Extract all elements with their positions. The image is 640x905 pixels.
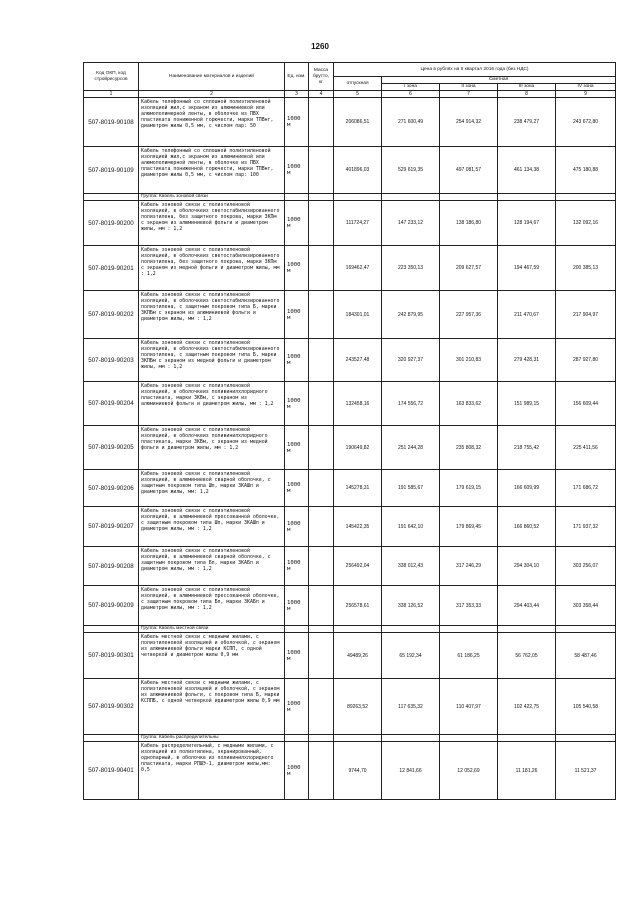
table-row: [84, 586, 616, 626]
zone-1-price: 251 244,28: [382, 426, 440, 470]
empty-cell: [334, 735, 382, 742]
mass-cell: [309, 547, 334, 586]
empty-cell: [309, 194, 334, 201]
zone-4-price: 475 180,88: [556, 147, 616, 194]
product-code: 507-8019-90207: [84, 507, 139, 547]
table-row: [84, 742, 616, 800]
column-number: 8: [498, 91, 556, 98]
zone-1-price: 529 619,35: [382, 147, 440, 194]
product-name: Кабель зоновой связи с полиэтиленовой изоляцией, в оболочкеиз поливинилхлоридного пластиката, марки ЗКВм, с экраном из медной фольги и диаметром жилы, мм : 1,2: [139, 426, 285, 470]
zone-1-price: 117 635,32: [382, 679, 440, 735]
zone-2-price: 317 353,33: [440, 586, 498, 626]
sale-price: 256578,61: [334, 586, 382, 626]
mass-cell: [309, 507, 334, 547]
zone-2-price: 209 627,57: [440, 246, 498, 291]
product-code: 507-8019-90205: [84, 426, 139, 470]
price-table: [83, 62, 616, 800]
product-code: 507-8019-90401: [84, 742, 139, 800]
sale-price: 132458,16: [334, 382, 382, 426]
zone-3-price: 238 479,27: [498, 98, 556, 147]
column-number: 2: [139, 91, 285, 98]
mass-cell: [309, 633, 334, 679]
zone-1-price: 191 642,10: [382, 507, 440, 547]
product-code: 507-8019-90203: [84, 339, 139, 382]
zone-4-price: 217 904,97: [556, 291, 616, 339]
empty-cell: [556, 626, 616, 633]
zone-2-price: 12 052,69: [440, 742, 498, 800]
empty-cell: [498, 194, 556, 201]
group-row: [84, 735, 616, 742]
product-code: 507-8019-90201: [84, 246, 139, 291]
zone-1-price: 223 350,13: [382, 246, 440, 291]
zone-2-price: 497 081,57: [440, 147, 498, 194]
table-row: [84, 201, 616, 246]
empty-cell: [285, 626, 309, 633]
product-name: Кабель зоновой связи с полиэтиленовой изоляцией, в алюминиевой прессованной оболочке, с защитным покровом типа Шп, марки ЗКАШп и диаметром жилы, мм : 1,2: [139, 507, 285, 547]
header-mass: Масса брутто, кг: [309, 63, 334, 91]
empty-cell: [440, 194, 498, 201]
zone-3-price: 211 470,67: [498, 291, 556, 339]
zone-2-price: 227 957,36: [440, 291, 498, 339]
product-code: 507-8019-90109: [84, 147, 139, 194]
unit-cell: 1000 м: [285, 339, 309, 382]
empty-cell: [556, 194, 616, 201]
sale-price: 190649,82: [334, 426, 382, 470]
product-name: Кабель зоновой связи с полиэтиленовой изоляцией, в оболочкеиз светостабилизированного полиэтилена, с защитным покровом типа Б, марки ЗКПБм с экраном из алюминиевой фольги и диаметром жилы, мм : 1,2: [139, 291, 285, 339]
sale-price: 169462,47: [334, 246, 382, 291]
zone-1-price: 242 879,95: [382, 291, 440, 339]
mass-cell: [309, 98, 334, 147]
zone-4-price: 200 385,13: [556, 246, 616, 291]
group-row: [84, 626, 616, 633]
mass-cell: [309, 586, 334, 626]
header-name: Наименование материалов и изделий: [139, 63, 285, 91]
product-code: 507-8019-90206: [84, 470, 139, 507]
zone-4-price: 303 358,44: [556, 586, 616, 626]
product-name: Кабель телефонный со сплошной полиэтиленовой изоляцией жил,с экраном из алюминиевой или алюмополимерной ленты, в оболочке из ПВХ пластиката пониженной горючести, марки ТПВнг, диаметром жилы 0,5 мм, с числом пар: 100: [139, 147, 285, 194]
column-number-row: [84, 91, 616, 98]
sale-price: 145278,31: [334, 470, 382, 507]
table-row: [84, 382, 616, 426]
empty-cell: [498, 735, 556, 742]
product-code: 507-8019-90301: [84, 633, 139, 679]
column-number: 3: [285, 91, 309, 98]
column-number: 6: [382, 91, 440, 98]
sale-price: 206086,51: [334, 98, 382, 147]
product-code: 507-8019-90204: [84, 382, 139, 426]
zone-3-price: 56 762,05: [498, 633, 556, 679]
header-estimate: Сметная: [382, 77, 616, 84]
zone-4-price: 287 927,80: [556, 339, 616, 382]
unit-cell: 1000 м: [285, 547, 309, 586]
group-code-cell: [84, 626, 139, 633]
zone-2-price: 110 407,97: [440, 679, 498, 735]
zone-3-price: 279 428,31: [498, 339, 556, 382]
unit-cell: 1000 м: [285, 586, 309, 626]
empty-cell: [382, 194, 440, 201]
header-sale: отпускная: [334, 77, 382, 91]
zone-4-price: 171 937,32: [556, 507, 616, 547]
product-name: Кабель зоновой связи с полиэтиленовой изоляцией, в оболочкеиз светостабилизированного полиэтилена, с защитным покровом типа Б, марки ЗКПБм с экраном из медной фольги и диаметром жилы, мм : 1,2: [139, 339, 285, 382]
zone-2-price: 138 186,80: [440, 201, 498, 246]
unit-cell: 1000 м: [285, 633, 309, 679]
zone-3-price: 151 989,15: [498, 382, 556, 426]
unit-cell: 1000 м: [285, 201, 309, 246]
zone-4-price: 243 672,80: [556, 98, 616, 147]
mass-cell: [309, 339, 334, 382]
mass-cell: [309, 382, 334, 426]
page-number: 1260: [311, 42, 329, 51]
header-zone-3: III зона: [498, 84, 556, 91]
sale-price: 243527,48: [334, 339, 382, 382]
product-code: 507-8019-90200: [84, 201, 139, 246]
column-number: 9: [556, 91, 616, 98]
mass-cell: [309, 742, 334, 800]
zone-1-price: 12 841,66: [382, 742, 440, 800]
zone-3-price: 461 134,38: [498, 147, 556, 194]
product-code: 507-8019-90302: [84, 679, 139, 735]
sale-price: 49489,26: [334, 633, 382, 679]
table-row: [84, 339, 616, 382]
unit-cell: 1000 м: [285, 742, 309, 800]
product-name: Кабель зоновой связи с полиэтиленовой изоляцией, в оболочкеиз поливинилхлоридного пластиката, марки ЗКВм, с экраном из алюминиевой фольги и диаметром жилы, мм : 1,2: [139, 382, 285, 426]
empty-cell: [382, 735, 440, 742]
zone-1-price: 271 600,49: [382, 98, 440, 147]
zone-3-price: 166 860,52: [498, 507, 556, 547]
zone-2-price: 61 186,25: [440, 633, 498, 679]
mass-cell: [309, 679, 334, 735]
sale-price: 9744,70: [334, 742, 382, 800]
header-code: Код ОКП, код стройресурсов: [84, 63, 139, 91]
table-row: [84, 246, 616, 291]
sale-price: 111724,27: [334, 201, 382, 246]
table-row: [84, 470, 616, 507]
sale-price: 89263,52: [334, 679, 382, 735]
header-price-title: Цена в рублях на II квартал 2016 года (без НДС): [334, 63, 616, 77]
zone-4-price: 171 686,72: [556, 470, 616, 507]
group-code-cell: [84, 735, 139, 742]
unit-cell: 1000 м: [285, 679, 309, 735]
product-name: Кабель распределительный, с медными жилами, с изоляцией из полиэтилена, экранированный, однопарный, в оболочке из поливинилхлоридного пластиката, марки РПШЭ-1, диаметром жилы,мм: 0,5: [139, 742, 285, 800]
zone-1-price: 320 927,37: [382, 339, 440, 382]
unit-cell: 1000 м: [285, 246, 309, 291]
table-row: [84, 98, 616, 147]
zone-2-price: 179 869,45: [440, 507, 498, 547]
product-name: Кабель зоновой связи с полиэтиленовой изоляцией, в алюминиевой прессованной оболочке, с защитным покровом типа Бп, марки ЗКАБп и диаметром жилы, мм : 1,2: [139, 586, 285, 626]
product-name: Кабель зоновой связи с полиэтиленовой изоляцией, в оболочкеиз светостабилизированного полиэтилена, без защитного покрова, марки ЗКПм с экраном из алюминиевой фольги и диаметром жилы, мм : 1,2: [139, 201, 285, 246]
unit-cell: 1000 м: [285, 147, 309, 194]
product-name: Кабель местной связи с медными жилами, с полиэтиленовой изоляцией и оболочкой, с экраном из алюминиевой фольги, с покровом типа Б, марки КСППБ, с одной четверкой идиаметром жилы 0,9 мм: [139, 679, 285, 735]
zone-1-price: 174 556,72: [382, 382, 440, 426]
product-code: 507-8019-90208: [84, 547, 139, 586]
zone-3-price: 194 467,59: [498, 246, 556, 291]
group-code-cell: [84, 194, 139, 201]
empty-cell: [285, 194, 309, 201]
header-zone-1: I зона: [382, 84, 440, 91]
header-zone-4: IV зона: [556, 84, 616, 91]
mass-cell: [309, 201, 334, 246]
zone-1-price: 191 585,67: [382, 470, 440, 507]
product-code: 507-8019-90108: [84, 98, 139, 147]
empty-cell: [382, 626, 440, 633]
table-row: [84, 507, 616, 547]
zone-4-price: 303 256,07: [556, 547, 616, 586]
unit-cell: 1000 м: [285, 426, 309, 470]
empty-cell: [498, 626, 556, 633]
mass-cell: [309, 470, 334, 507]
empty-cell: [309, 735, 334, 742]
table-row: [84, 147, 616, 194]
table-row: [84, 679, 616, 735]
zone-3-price: 166 609,99: [498, 470, 556, 507]
product-name: Кабель местной связи с медными жилами, с полиэтиленовой изоляцией и оболочкой, с экраном из алюминиевой фольги марки КСПП, с одной четверкой и диаметром жилы 0,9 мм: [139, 633, 285, 679]
product-code: 507-8019-90209: [84, 586, 139, 626]
header-unit: Ед. изм.: [285, 63, 309, 91]
zone-1-price: 65 192,34: [382, 633, 440, 679]
group-title: Группа: Кабель зоновой связи: [139, 194, 285, 201]
zone-4-price: 132 092,16: [556, 201, 616, 246]
zone-4-price: 225 411,56: [556, 426, 616, 470]
product-name: Кабель зоновой связи с полиэтиленовой изоляцией, в алюминиевой сварной оболочке, с защитным покровом типа Бп, марки ЗКАБп и диаметром жилы, мм : 1,2: [139, 547, 285, 586]
table-row: [84, 547, 616, 586]
unit-cell: 1000 м: [285, 507, 309, 547]
zone-4-price: 58 487,46: [556, 633, 616, 679]
mass-cell: [309, 426, 334, 470]
column-number: 1: [84, 91, 139, 98]
mass-cell: [309, 147, 334, 194]
zone-3-price: 11 181,26: [498, 742, 556, 800]
zone-3-price: 294 304,10: [498, 547, 556, 586]
zone-2-price: 301 210,83: [440, 339, 498, 382]
group-title: Группа: Кабель местной связи: [139, 626, 285, 633]
zone-1-price: 147 233,12: [382, 201, 440, 246]
column-number: 5: [334, 91, 382, 98]
table-row: [84, 426, 616, 470]
product-name: Кабель телефонный со сплошной полиэтиленовой изоляцией жил,с экраном из алюминиевой или алюмополимерной ленты, в оболочке из ПВХ пластиката пониженной горючести, марки ТПВнг, диаметром жилы 0,5 мм, с числом пар: 50: [139, 98, 285, 147]
group-title: Группа: Кабель распределительны: [139, 735, 285, 742]
empty-cell: [334, 626, 382, 633]
group-row: [84, 194, 616, 201]
zone-4-price: 11 521,37: [556, 742, 616, 800]
zone-3-price: 128 194,67: [498, 201, 556, 246]
empty-cell: [440, 626, 498, 633]
sale-price: 401896,03: [334, 147, 382, 194]
product-name: Кабель зоновой связи с полиэтиленовой изоляцией, в оболочкеиз светостабилизированного полиэтилена, без защитного покрова, марки ЗКПм с экраном из медной фольги и диаметром жилы, мм : 1,2: [139, 246, 285, 291]
zone-4-price: 105 540,58: [556, 679, 616, 735]
table-row: [84, 291, 616, 339]
zone-2-price: 179 619,15: [440, 470, 498, 507]
sale-price: 145422,35: [334, 507, 382, 547]
zone-2-price: 235 808,32: [440, 426, 498, 470]
zone-4-price: 156 609,44: [556, 382, 616, 426]
header-zone-2: II зона: [440, 84, 498, 91]
empty-cell: [440, 735, 498, 742]
column-number: 4: [309, 91, 334, 98]
zone-2-price: 254 914,32: [440, 98, 498, 147]
sale-price: 256492,04: [334, 547, 382, 586]
zone-1-price: 338 126,52: [382, 586, 440, 626]
empty-cell: [309, 626, 334, 633]
zone-3-price: 294 403,44: [498, 586, 556, 626]
zone-2-price: 163 833,62: [440, 382, 498, 426]
unit-cell: 1000 м: [285, 98, 309, 147]
unit-cell: 1000 м: [285, 291, 309, 339]
zone-3-price: 102 422,75: [498, 679, 556, 735]
sale-price: 184301,01: [334, 291, 382, 339]
product-code: 507-8019-90202: [84, 291, 139, 339]
unit-cell: 1000 м: [285, 470, 309, 507]
zone-2-price: 317 246,29: [440, 547, 498, 586]
unit-cell: 1000 м: [285, 382, 309, 426]
empty-cell: [285, 735, 309, 742]
zone-3-price: 218 755,42: [498, 426, 556, 470]
empty-cell: [556, 735, 616, 742]
mass-cell: [309, 291, 334, 339]
column-number: 7: [440, 91, 498, 98]
table-row: [84, 633, 616, 679]
product-name: Кабель зоновой связи с полиэтиленовой изоляцией, в алюминиевой сварной оболочке, с защитным покровом типа Шп, марки ЗКАШп и диаметром жилы, мм: 1,2: [139, 470, 285, 507]
zone-1-price: 338 012,43: [382, 547, 440, 586]
empty-cell: [334, 194, 382, 201]
mass-cell: [309, 246, 334, 291]
